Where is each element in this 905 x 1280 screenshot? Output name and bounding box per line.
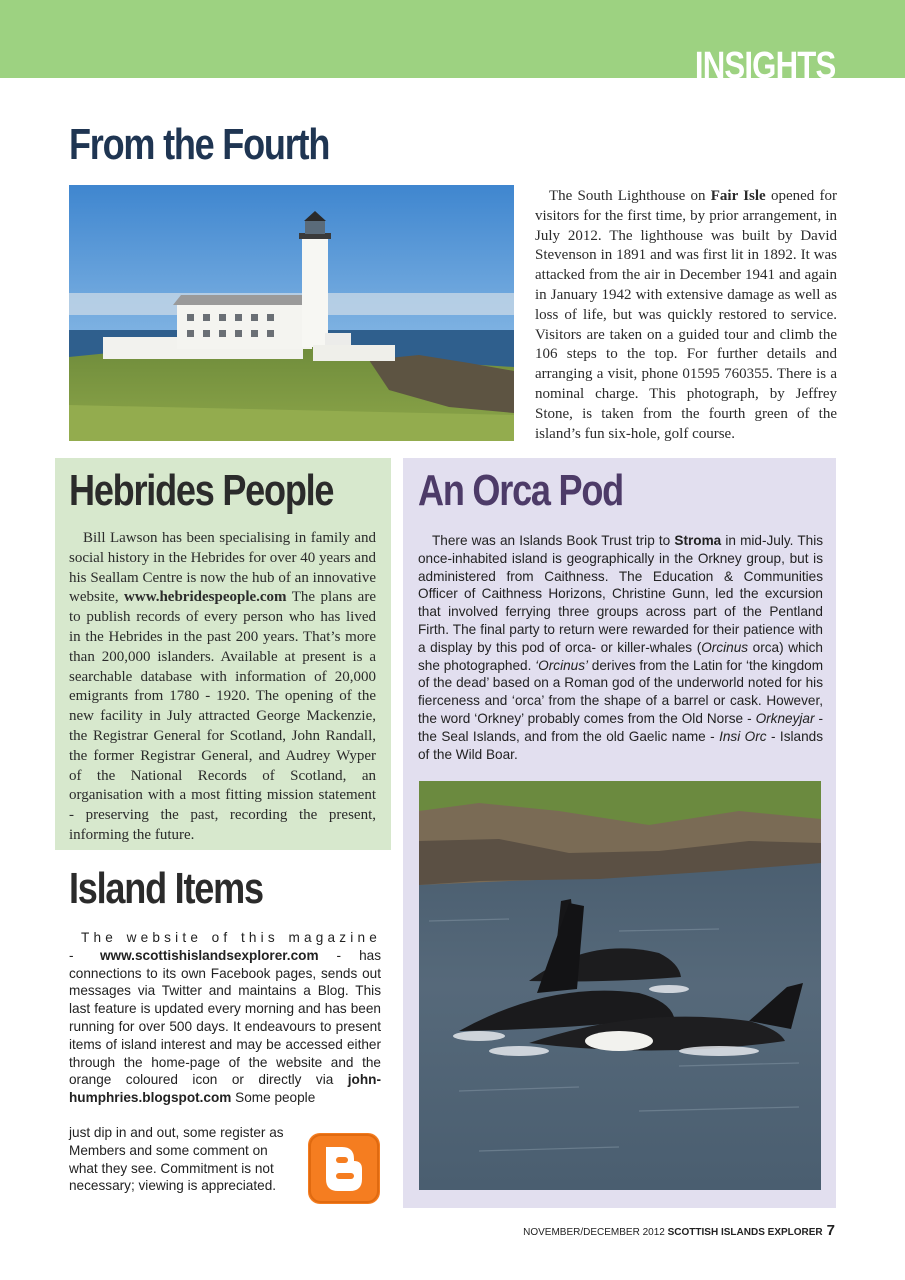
fourth-article <box>535 187 837 444</box>
hebrides-text-body: The plans are to publish records of every person who has lived in the Hebrides in the past 200 years. That’s more than 200,000 islanders. Available at present is a searchable database with information of 20,000 emigrants from 1780 - 1920. The opening of the new facility in July attracted George Mackenzie, the Registrar General for Scotland, John Randall, the former Registrar General, and Audrey Wyper of the National Records of Scotland, an organisation with a most fitting mission statement - preserving the past, recording the present, informing the future. <box>69 589 376 843</box>
island-text-end: Some people <box>231 1090 316 1106</box>
lighthouse-photo <box>69 185 514 441</box>
island-article-tail: just dip in and out, some register as Members and some comment on what they see. Commitment is not necessary; viewing is appreciated. <box>69 1125 284 1194</box>
orca-photo <box>419 781 821 1190</box>
hebrides-title: Hebrides People <box>69 466 334 515</box>
fourth-title: From the Fourth <box>69 120 330 169</box>
page-footer <box>523 1222 835 1239</box>
section-tag: INSIGHTS <box>694 45 835 87</box>
island-article <box>69 929 381 1107</box>
orca-text-insi-orc: Insi Orc <box>719 728 767 744</box>
blogger-icon[interactable] <box>308 1133 380 1204</box>
page-number: 7 <box>826 1222 835 1239</box>
island-text-body: - has connections to its own Facebook pages, sends out messages via Twitter and maintains a Blog. This last feature is updated every morning and has been running for over 500 days. It endeavours to present items of island interest and may be accessed either through the home-page of the website and the orange coloured icon or directly via <box>69 947 381 1088</box>
island-title: Island Items <box>69 864 263 913</box>
orca-text-5: - the Seal Islands, and from the old Gaelic name - <box>418 710 823 744</box>
orca-title: An Orca Pod <box>418 466 623 515</box>
fourth-text-fair-isle: Fair Isle <box>710 188 766 204</box>
orca-text-4: derives from the Latin for ‘the kingdom of the dead’ based on a Roman god of the underworld noted for his fierceness and ‘orca’ from the shape of a barrel or cask. However, the word ‘Orkney’ probably comes from the Old Norse - <box>418 657 824 726</box>
footer-magazine: SCOTTISH ISLANDS EXPLORER <box>667 1227 823 1238</box>
fourth-text-body: opened for visitors for the first time, by prior arrangement, in July 2012. The lighthouse was built by David Stevenson in 1891 and was first lit in 1892. It was attacked from the air in December 1941 and again in January 1942 with extensive damage as well as loss of life, but was quickly restored to service. Visitors are taken on a guided tour and climb the 106 steps to the top. For further details and arranging a visit, phone 01595 760355. There is a nominal charge. This photograph, by Jeffrey Stone, is taken from the fourth green of the island’s fun six-hole, golf course. <box>535 188 837 442</box>
island-text-spaced: The website of this magazine - <box>69 930 381 963</box>
island-blog-link[interactable]: john-humphries.blogspot.com <box>69 1072 381 1106</box>
orca-text-2: in mid-July. This once-inhabited island is geographically in the Orkney group, but is administered from Caithness. The Education & Communities Officer of Caithness Horizons, Christine Gunn, led the excursion that involved ferrying three groups across part of the Pentland Firth. The final party to return were rewarded for their patience with a display by this pod of orca- or killer-whales ( <box>418 533 824 655</box>
orca-text-3: orca) which she photographed. <box>418 639 823 673</box>
orca-text-orcinus-quote: ‘Orcinus’ <box>535 657 589 673</box>
footer-issue: NOVEMBER/DECEMBER 2012 <box>523 1227 665 1238</box>
orca-text-6: - Islands of the Wild Boar. <box>418 728 823 762</box>
orca-text-orkneyjar: Orkneyjar <box>755 710 815 726</box>
orca-text-1: There was an Islands Book Trust trip to <box>432 533 675 548</box>
orca-text-orcinus: Orcinus <box>701 639 749 655</box>
fourth-text-intro: The South Lighthouse on <box>549 188 711 204</box>
orca-article <box>418 532 823 763</box>
hebrides-article <box>69 529 376 846</box>
island-website-link[interactable]: www.scottishislandsexplorer.com <box>99 947 319 963</box>
orca-text-stroma: Stroma <box>674 533 722 548</box>
hebrides-website-link[interactable]: www.hebridespeople.com <box>124 589 287 606</box>
hebrides-text-intro: Bill Lawson has been specialising in family and social history in the Hebrides for over 40 years and his Seallam Centre is now the hub of an innovative website, <box>69 530 376 606</box>
